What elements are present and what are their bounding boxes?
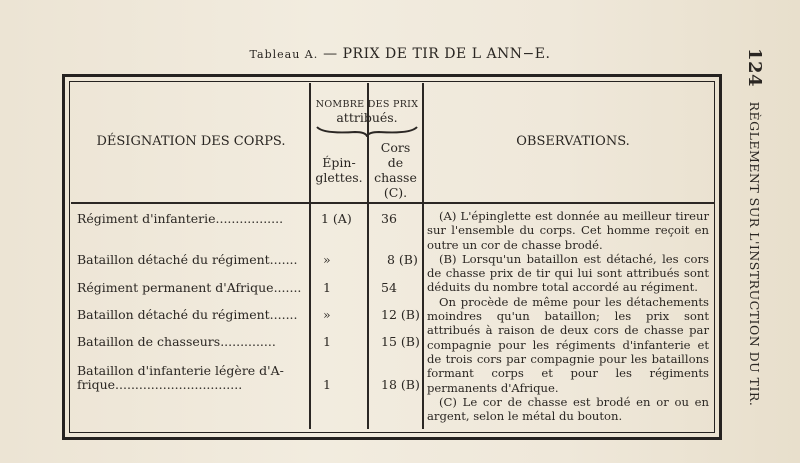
row-epinglettes: 1 xyxy=(323,280,331,295)
row-epinglettes: » xyxy=(323,307,331,322)
row-epinglettes: 1 xyxy=(323,334,331,349)
caption-prefix: Tableau A. xyxy=(249,48,319,61)
row-epinglettes: » xyxy=(323,252,331,267)
observation-a: (A) L'épinglette est donnée au meilleur tireur sur l'ensemble du corps. Cet homme reçoit en outre un cor de chasse brodé. xyxy=(427,209,709,252)
row-label: Régiment d'infanterie................. xyxy=(77,211,284,226)
header-cors-3: chasse xyxy=(374,170,417,185)
observation-b2: On procède de même pour les détachements moindres qu'un bataillon; les prix sont attribués à raison de deux cors de chasse par compagnie pour les régiments d'infanterie et de trois cors par compagnie pour les bataillons formant corps et pour les régiments permanents d'Afrique. xyxy=(427,294,709,395)
caption-title: — PRIX DE TIR DE L ANN−E. xyxy=(318,46,551,62)
row-cors: 8 (B) xyxy=(387,252,418,267)
header-cors-2: de xyxy=(387,155,404,170)
header-cors-4: (C). xyxy=(383,185,408,200)
header-rule xyxy=(369,202,422,204)
col-divider xyxy=(422,83,424,429)
observations-text xyxy=(427,209,709,423)
row-cors: 18 (B) xyxy=(381,377,420,392)
row-epinglettes: 1 (A) xyxy=(321,211,352,226)
header-observations: OBSERVATIONS. xyxy=(516,134,630,149)
row-cors: 36 xyxy=(381,211,397,226)
header-designation: DÉSIGNATION DES CORPS. xyxy=(96,134,286,149)
header-cors-1: Cors xyxy=(380,140,411,155)
header-epinglettes-2: glettes. xyxy=(315,170,363,185)
observation-b: (B) Lorsqu'un bataillon est détaché, les cors de chasse prix de tir qui lui sont attribués sont déduits du nombre total accordé au régiment. xyxy=(427,251,709,295)
row-label: Bataillon détaché du régiment....... xyxy=(77,307,298,322)
row-epinglettes: 1 xyxy=(323,377,331,392)
row-cors: 54 xyxy=(381,280,397,295)
row-cors: 15 (B) xyxy=(381,334,420,349)
header-rule xyxy=(311,202,367,204)
brace-decoration xyxy=(315,125,419,137)
row-label: Régiment permanent d'Afrique....... xyxy=(77,280,302,295)
page-number: 124 xyxy=(744,48,765,88)
header-group-line2: attribués. xyxy=(336,110,398,125)
header-epinglettes-1: Épin- xyxy=(322,155,356,170)
header-rule xyxy=(71,202,309,204)
table-caption xyxy=(190,46,610,62)
header-rule xyxy=(424,202,715,204)
table-frame xyxy=(62,74,722,440)
row-label: Bataillon détaché du régiment....... xyxy=(77,252,298,267)
observation-c: (C) Le cor de chasse est brodé en or ou en argent, selon le métal du bouton. xyxy=(427,394,709,424)
running-title: RÈGLEMENT SUR L'INSTRUCTION DU TIR. xyxy=(747,101,762,407)
header-group-line1: NOMBRE DES PRIX xyxy=(315,99,419,110)
row-label: frique................................ xyxy=(77,377,243,392)
row-label: Bataillon de chasseurs.............. xyxy=(77,334,276,349)
running-header xyxy=(735,48,765,408)
row-label: Bataillon d'infanterie légère d'A- xyxy=(77,363,284,378)
row-cors: 12 (B) xyxy=(381,307,420,322)
